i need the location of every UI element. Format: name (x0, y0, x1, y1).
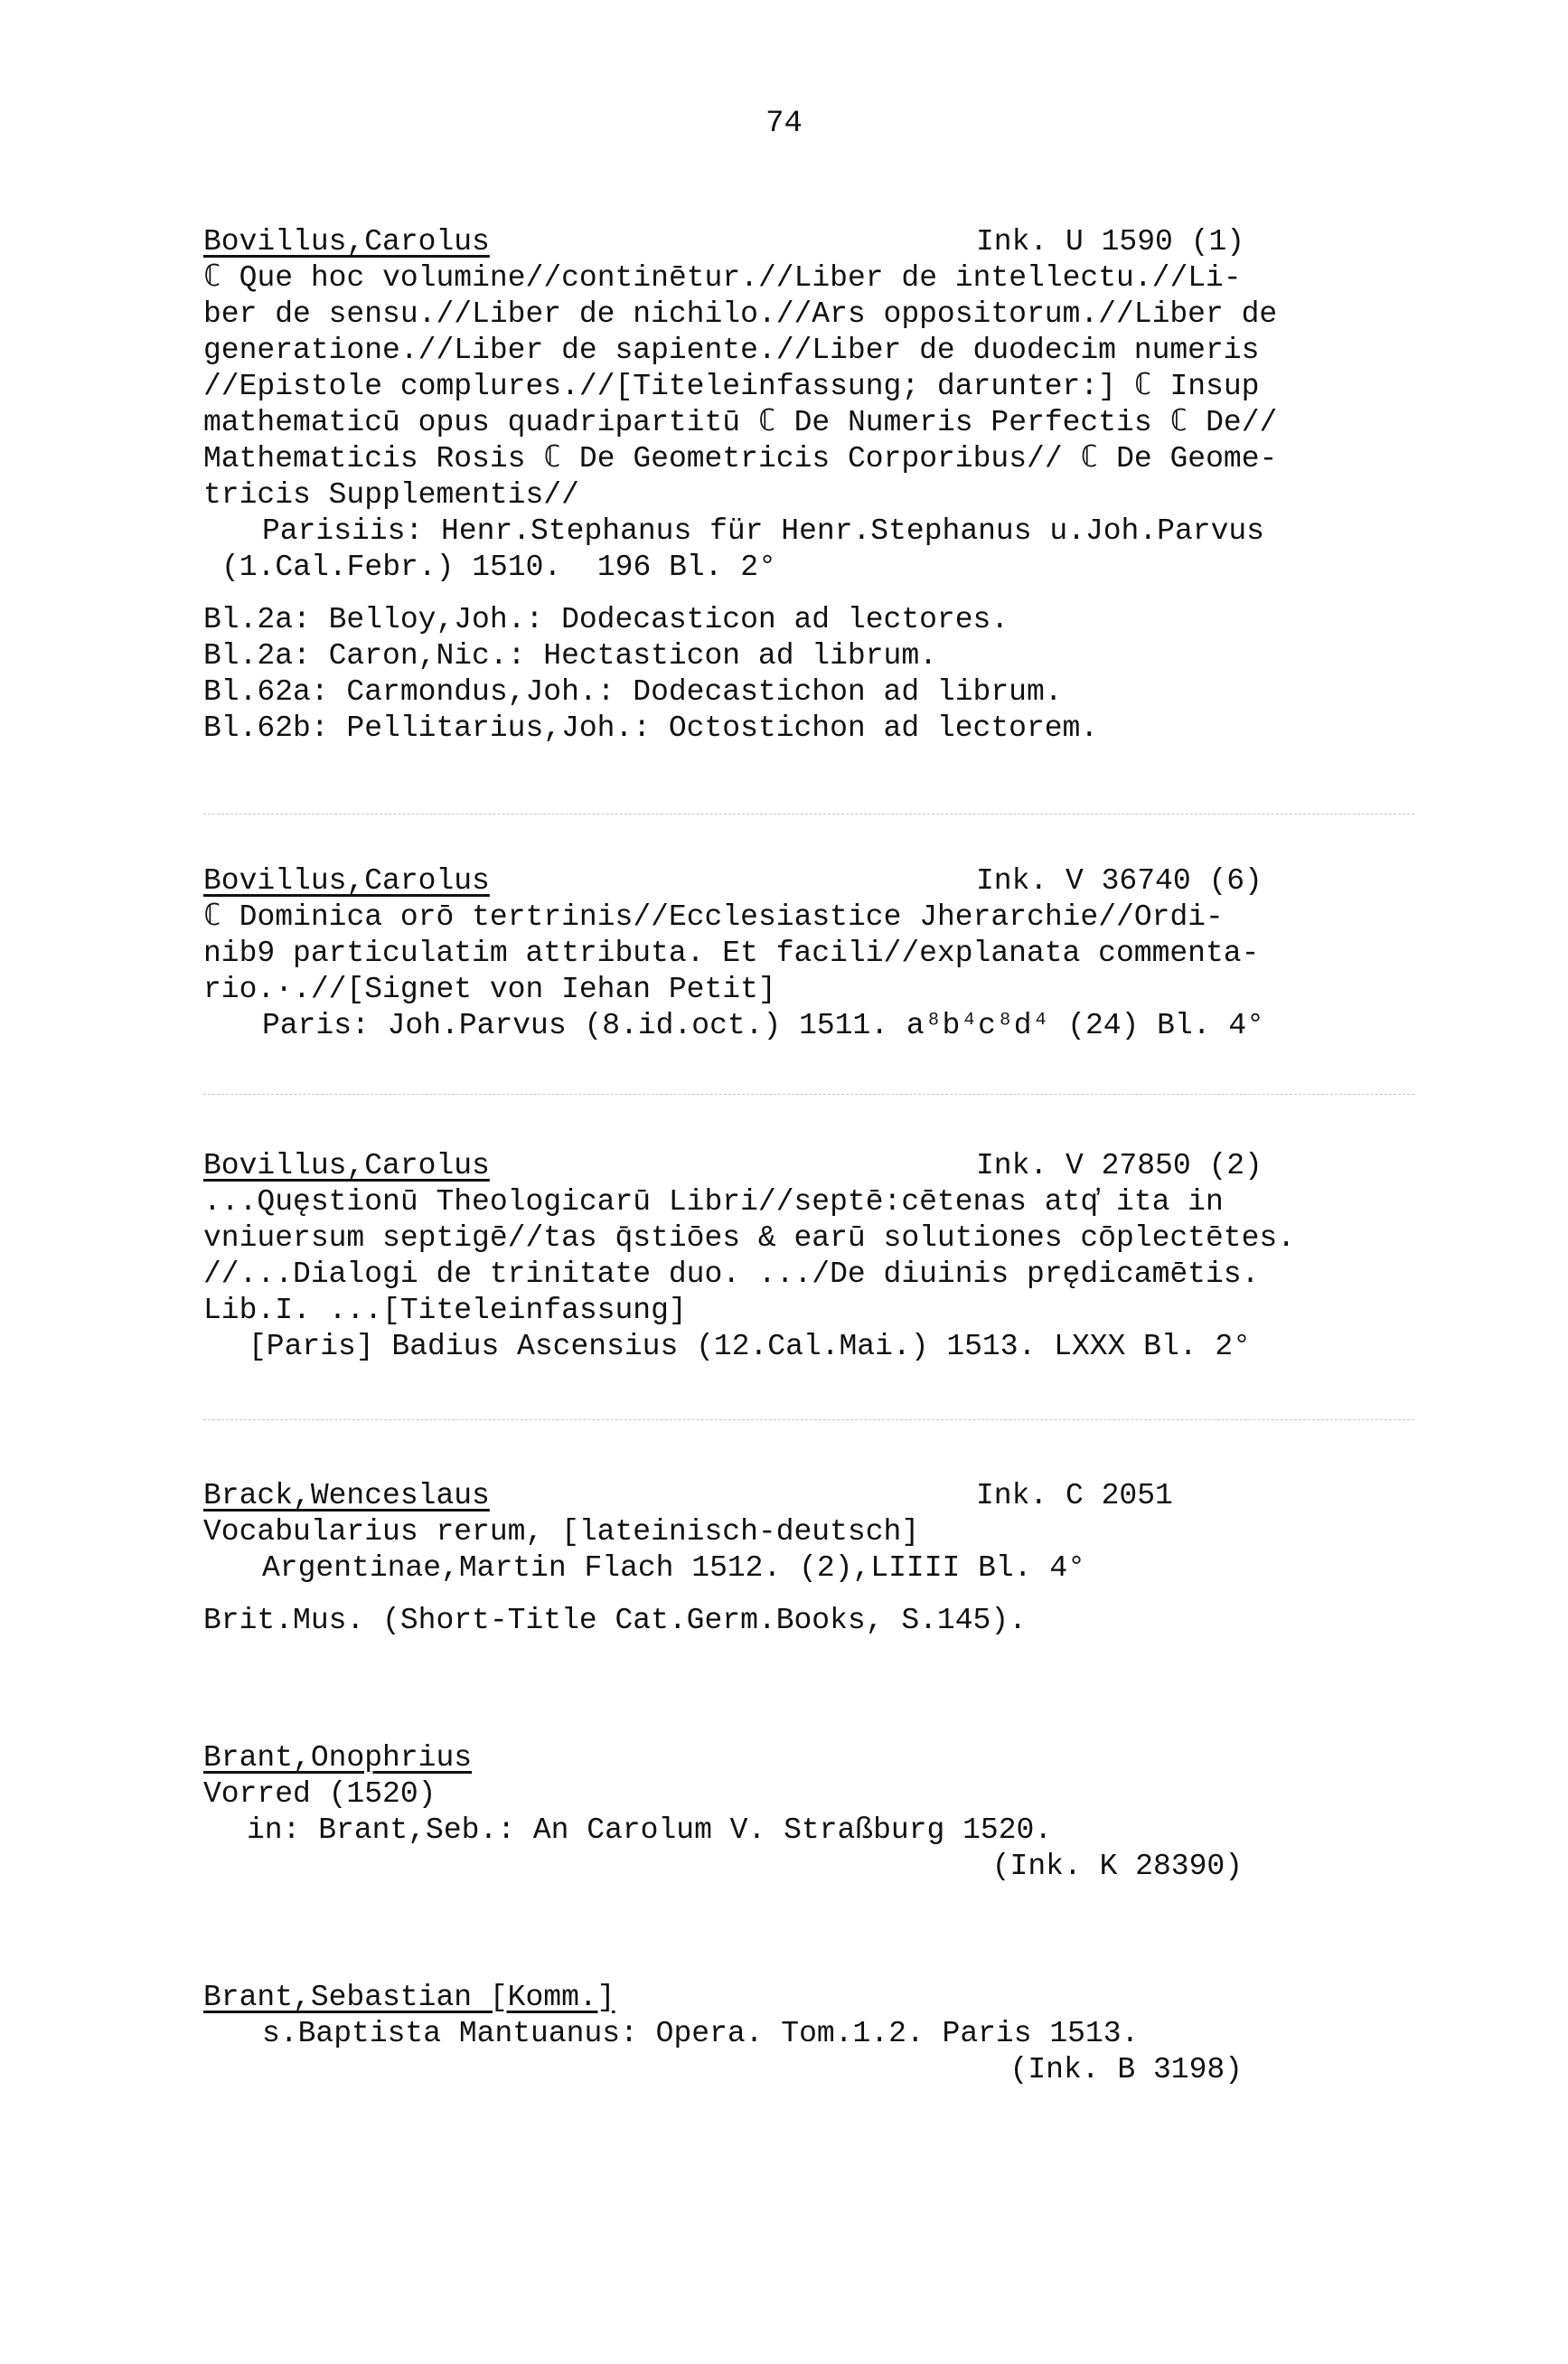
title-line: vniuersum septigē//tas q̄stiōes & earū solutiones cōplectētes. (203, 1221, 1295, 1255)
entry-author: Brack,Wenceslaus (203, 1479, 490, 1512)
entry-shelfmark: Ink. C 2051 (976, 1479, 1173, 1512)
note-line: Bl.62a: Carmondus,Joh.: Dodecastichon ad librum. (203, 675, 1063, 709)
page-number: 74 (765, 107, 803, 141)
note-line: Bl.2a: Belloy,Joh.: Dodecasticon ad lectores. (203, 603, 1009, 636)
imprint-line: Argentinae,Martin Flach 1512. (2),LIIII Bl. 4° (262, 1551, 1085, 1585)
catalog-entry (203, 1148, 1414, 1365)
title-line: ℂ Que hoc volumine//continētur.//Liber de intellectu.//Li- (203, 261, 1242, 295)
note-line: Bl.2a: Caron,Nic.: Hectasticon ad librum. (203, 639, 937, 673)
cross-reference: (Ink. K 28390) (991, 1850, 1243, 1883)
cross-reference: (Ink. B 3198) (1009, 2053, 1243, 2086)
imprint-line: in: Brant,Seb.: An Carolum V. Straßburg 1520. (247, 1813, 1053, 1847)
title-line: Vorred (1520) (203, 1777, 437, 1811)
entry-author: Brant,Onophrius (203, 1741, 473, 1775)
note-line: Brit.Mus. (Short-Title Cat.Germ.Books, S.145). (203, 1604, 1027, 1637)
catalog-entry (203, 224, 1414, 747)
title-line: //Epistole complures.//[Titeleinfassung; darunter:] ℂ Insup (203, 370, 1260, 403)
catalog-entry (203, 1478, 1414, 1639)
reference-line: s.Baptista Mantuanus: Opera. Tom.1.2. Paris 1513. (262, 2017, 1140, 2050)
title-line: tricis Supplementis// (203, 478, 579, 512)
title-line: nib9 particulatim attributa. Et facili//explanata commenta- (203, 937, 1260, 970)
title-line: Lib.I. ...[Titeleinfassung] (203, 1294, 687, 1327)
title-line: ber de sensu.//Liber de nichilo.//Ars oppositorum.//Liber de (203, 297, 1278, 331)
imprint-line: Parisiis: Henr.Stephanus für Henr.Stephanus u.Joh.Parvus (262, 514, 1264, 548)
entry-author: Bovillus,Carolus (203, 864, 490, 898)
note-line: Bl.62b: Pellitarius,Joh.: Octostichon ad lectorem. (203, 711, 1099, 745)
title-line: mathematicū opus quadripartitū ℂ De Numeris Perfectis ℂ De// (203, 406, 1278, 439)
catalog-entry (203, 1740, 1414, 1885)
entry-shelfmark: Ink. V 36740 (6) (976, 864, 1263, 898)
title-line: ...Quęstionū Theologicarū Libri//septē:cētenas atq̓ ita in (203, 1185, 1224, 1219)
title-line: rio.·.//[Signet von Iehan Petit] (203, 973, 776, 1006)
catalog-entry (203, 863, 1414, 1044)
title-line: ℂ Dominica orō tertrinis//Ecclesiastice Jherarchie//Ordi- (203, 900, 1224, 934)
entry-shelfmark: Ink. V 27850 (2) (976, 1149, 1263, 1182)
imprint-line: [Paris] Badius Ascensius (12.Cal.Mai.) 1513. LXXX Bl. 2° (249, 1330, 1251, 1363)
entry-author: Bovillus,Carolus (203, 1149, 490, 1182)
entry-divider (203, 1419, 1414, 1420)
title-line: generatione.//Liber de sapiente.//Liber de duodecim numeris (203, 334, 1260, 367)
imprint-line: Paris: Joh.Parvus (8.id.oct.) 1511. a⁸b⁴c⁸d⁴ (24) Bl. 4° (262, 1009, 1264, 1042)
entry-divider (203, 814, 1414, 815)
catalog-entry (203, 1980, 1414, 2088)
entry-author: Brant,Sebastian [Komm.] (203, 1981, 615, 2014)
entry-author: Bovillus,Carolus (203, 225, 490, 259)
entry-shelfmark: Ink. U 1590 (1) (976, 225, 1245, 259)
entry-divider (203, 1094, 1414, 1095)
title-line: Vocabularius rerum, [lateinisch-deutsch] (203, 1515, 920, 1549)
title-line: Mathematicis Rosis ℂ De Geometricis Corporibus// ℂ De Geome- (203, 442, 1278, 476)
imprint-line: (1.Cal.Febr.) 1510. 196 Bl. 2° (221, 551, 776, 584)
title-line: //...Dialogi de trinitate duo. .../De diuinis prędicamētis. (203, 1257, 1260, 1291)
